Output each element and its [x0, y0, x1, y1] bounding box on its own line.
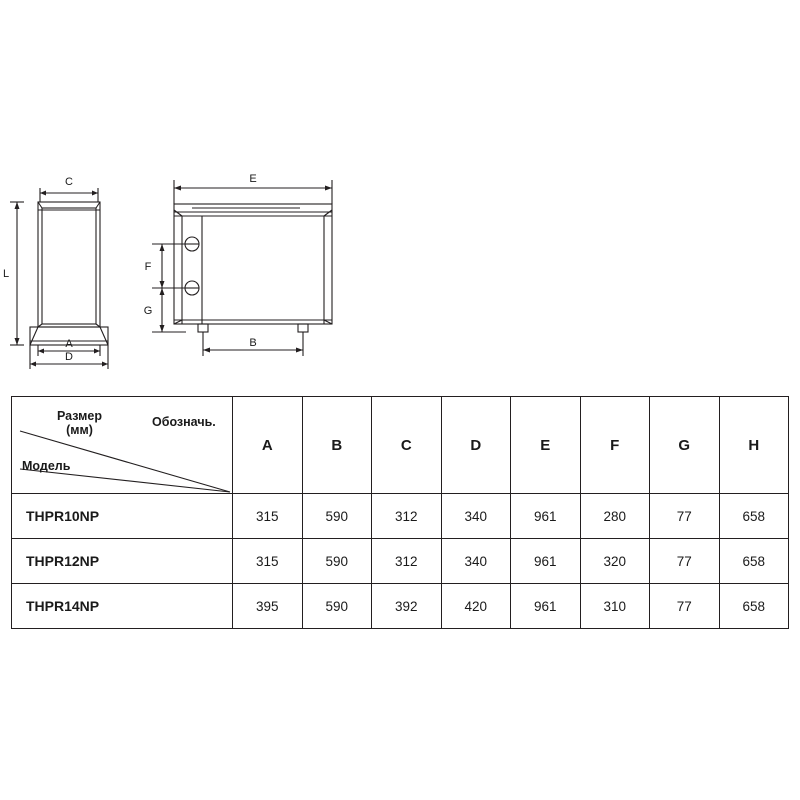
front-view-drawing	[140, 160, 400, 375]
dim-label-E: E	[249, 173, 257, 185]
value-cell-E: 961	[511, 494, 581, 539]
value-cell-F: 280	[580, 494, 650, 539]
corner-size-label: Размер (мм)	[57, 409, 103, 438]
column-header-B: B	[302, 397, 372, 494]
value-cell-G: 77	[650, 494, 720, 539]
dim-label-D: D	[65, 351, 73, 363]
value-cell-H: 658	[719, 494, 789, 539]
column-header-D: D	[441, 397, 511, 494]
value-cell-D: 420	[441, 584, 511, 629]
column-header-E: E	[511, 397, 581, 494]
table-row	[12, 584, 789, 629]
column-header-C: C	[372, 397, 442, 494]
table-row	[12, 494, 789, 539]
side-view-drawing	[0, 160, 160, 375]
value-cell-B: 590	[302, 584, 372, 629]
value-cell-C: 392	[372, 584, 442, 629]
dim-label-A: A	[65, 338, 73, 350]
column-header-H: H	[719, 397, 789, 494]
column-header-A: A	[233, 397, 303, 494]
corner-model-label: Модель	[22, 459, 71, 473]
value-cell-A: 315	[233, 494, 303, 539]
technical-drawings	[0, 0, 800, 390]
value-cell-H: 658	[719, 539, 789, 584]
column-header-G: G	[650, 397, 720, 494]
dimensions-table	[11, 396, 789, 629]
value-cell-F: 320	[580, 539, 650, 584]
value-cell-C: 312	[372, 494, 442, 539]
corner-notation-label: Обозначь.	[152, 415, 216, 429]
model-name-cell: THPR12NP	[12, 539, 233, 584]
table-header-row	[12, 397, 789, 494]
table-row	[12, 539, 789, 584]
value-cell-A: 395	[233, 584, 303, 629]
value-cell-B: 590	[302, 539, 372, 584]
dim-label-G: G	[143, 305, 153, 317]
value-cell-G: 77	[650, 584, 720, 629]
value-cell-C: 312	[372, 539, 442, 584]
value-cell-A: 315	[233, 539, 303, 584]
dim-label-C: C	[65, 176, 73, 188]
dim-label-F: F	[144, 261, 152, 273]
table-corner-header	[12, 397, 233, 494]
value-cell-D: 340	[441, 539, 511, 584]
corner-diagonal-lines	[12, 397, 232, 493]
dim-label-L: L	[2, 268, 10, 280]
value-cell-F: 310	[580, 584, 650, 629]
value-cell-B: 590	[302, 494, 372, 539]
value-cell-E: 961	[511, 539, 581, 584]
model-name-cell: THPR14NP	[12, 584, 233, 629]
value-cell-E: 961	[511, 584, 581, 629]
value-cell-H: 658	[719, 584, 789, 629]
column-header-F: F	[580, 397, 650, 494]
value-cell-G: 77	[650, 539, 720, 584]
model-name-cell: THPR10NP	[12, 494, 233, 539]
dim-label-B: B	[249, 337, 257, 349]
value-cell-D: 340	[441, 494, 511, 539]
